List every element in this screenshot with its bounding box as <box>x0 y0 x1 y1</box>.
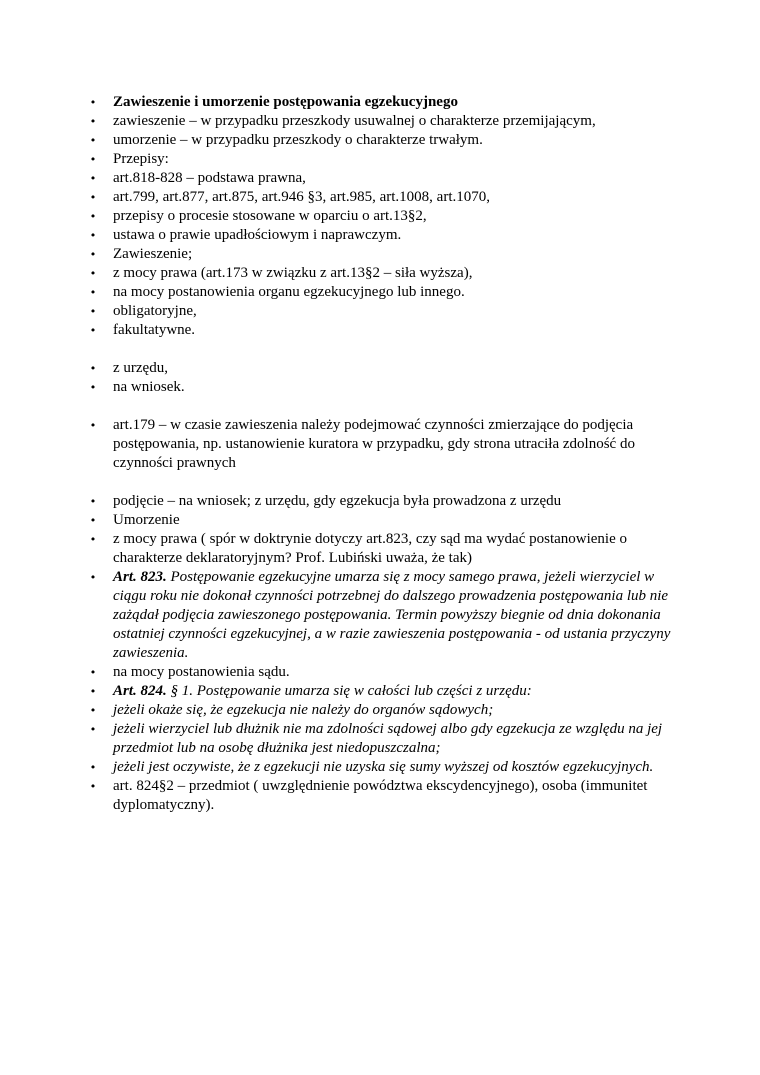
list-item <box>88 131 678 150</box>
bullet-icon: • <box>89 419 97 432</box>
list-item <box>88 150 678 169</box>
item-text: jeżeli wierzyciel lub dłużnik nie ma zdolności sądowej albo gdy egzekucja ze względu na jej przedmiot lub na osobę dłużnika jest niedopuszczalna; <box>113 721 663 756</box>
bullet-icon: • <box>89 723 97 736</box>
bullet-icon: • <box>89 286 97 299</box>
bullet-icon: • <box>89 495 97 508</box>
bullet-icon: • <box>89 134 97 147</box>
item-text: z mocy prawa ( spór w doktrynie dotyczy art.823, czy sąd ma wydać postanowienie o charakterze deklaratoryjnym? Prof. Lubiński uważa, że tak) <box>113 531 628 566</box>
bullet-icon: • <box>89 704 97 717</box>
list-item <box>88 511 678 530</box>
list-item <box>88 302 678 321</box>
item-text: na wniosek. <box>113 379 185 395</box>
list-item <box>88 226 678 245</box>
list-item <box>88 321 678 340</box>
item-text: art.179 – w czasie zawieszenia należy podejmować czynności zmierzające do podjęcia postępowania, np. ustanowienie kuratora w przypadku, gdy strona utraciła zdolność do czynności prawnych <box>113 417 635 471</box>
bullet-icon: • <box>89 780 97 793</box>
item-text: na mocy postanowienia sądu. <box>113 664 290 680</box>
list-item <box>88 112 678 131</box>
bullet-icon: • <box>89 96 97 109</box>
list-item <box>88 245 678 264</box>
bullet-icon: • <box>89 533 97 546</box>
item-text: art. 824§2 – przedmiot ( uwzględnienie powództwa ekscydencyjnego), osoba (immunitet dyplomatyczny). <box>113 778 648 813</box>
item-text: jeżeli jest oczywiste, że z egzekucji nie uzyska się sumy wyższej od kosztów egzekucyjnych. <box>113 759 654 775</box>
item-text: Art. 824. <box>113 683 167 699</box>
list-item <box>88 758 678 777</box>
bullet-icon: • <box>89 571 97 584</box>
bullet-icon: • <box>89 514 97 527</box>
item-text: art.818-828 – podstawa prawna, <box>113 170 306 186</box>
list-item <box>88 663 678 682</box>
bullet-icon: • <box>89 267 97 280</box>
bullet-icon: • <box>89 324 97 337</box>
item-text: ustawa o prawie upadłościowym i naprawczym. <box>113 227 402 243</box>
item-text: z urzędu, <box>113 360 168 376</box>
item-text: z mocy prawa (art.173 w związku z art.13§2 – siła wyższa), <box>113 265 473 281</box>
list-item <box>88 169 678 188</box>
bullet-icon: • <box>89 115 97 128</box>
item-text: fakultatywne. <box>113 322 196 338</box>
item-text: Art. 823. <box>113 569 167 585</box>
list-item <box>88 777 678 815</box>
list-item <box>88 207 678 226</box>
item-text: Zawieszenie; <box>113 246 193 262</box>
item-text: art.799, art.877, art.875, art.946 §3, art.985, art.1008, art.1070, <box>113 189 490 205</box>
item-text: przepisy o procesie stosowane w oparciu o art.13§2, <box>113 208 427 224</box>
bullet-icon: • <box>89 172 97 185</box>
item-text: Zawieszenie i umorzenie postępowania egzekucyjnego <box>113 94 458 110</box>
list-item <box>88 93 678 112</box>
item-text: zawieszenie – w przypadku przeszkody usuwalnej o charakterze przemijającym, <box>113 113 596 129</box>
list-item <box>88 264 678 283</box>
bullet-icon: • <box>89 761 97 774</box>
list-item <box>88 701 678 720</box>
bullet-icon: • <box>89 685 97 698</box>
item-text: obligatoryjne, <box>113 303 197 319</box>
bullet-icon: • <box>89 362 97 375</box>
list-item <box>88 283 678 302</box>
item-text: na mocy postanowienia organu egzekucyjnego lub innego. <box>113 284 465 300</box>
list-item <box>88 682 678 701</box>
bullet-icon: • <box>89 153 97 166</box>
item-text: § 1. Postępowanie umarza się w całości lub części z urzędu: <box>166 683 532 699</box>
list-item <box>88 359 678 378</box>
bullet-icon: • <box>89 191 97 204</box>
item-text: jeżeli okaże się, że egzekucja nie należy do organów sądowych; <box>113 702 494 718</box>
list-item <box>88 492 678 511</box>
list-item <box>88 568 678 663</box>
list-item <box>88 720 678 758</box>
item-text: Postępowanie egzekucyjne umarza się z mocy samego prawa, jeżeli wierzyciel w ciągu roku nie dokonał czynności potrzebnej do dalszego prowadzenia postępowania lub nie zażądał podjęcia zawieszonego postępowania. Termin powyższy biegnie od dnia dokonania ostatniej czynności egzekucyjnej, a w razie zawieszenia postępowania - od ustania przyczyny zawieszenia. <box>113 569 671 661</box>
bullet-icon: • <box>89 229 97 242</box>
bullet-icon: • <box>89 381 97 394</box>
list-item <box>88 530 678 568</box>
bullet-icon: • <box>89 210 97 223</box>
bullet-list <box>88 93 678 815</box>
bullet-icon: • <box>89 305 97 318</box>
item-text: Umorzenie <box>113 512 180 528</box>
item-text: umorzenie – w przypadku przeszkody o charakterze trwałym. <box>113 132 483 148</box>
bullet-icon: • <box>89 666 97 679</box>
bullet-icon: • <box>89 248 97 261</box>
item-text: podjęcie – na wniosek; z urzędu, gdy egzekucja była prowadzona z urzędu <box>113 493 562 509</box>
item-text: Przepisy: <box>113 151 169 167</box>
list-item <box>88 378 678 397</box>
list-item <box>88 416 678 473</box>
list-item <box>88 188 678 207</box>
